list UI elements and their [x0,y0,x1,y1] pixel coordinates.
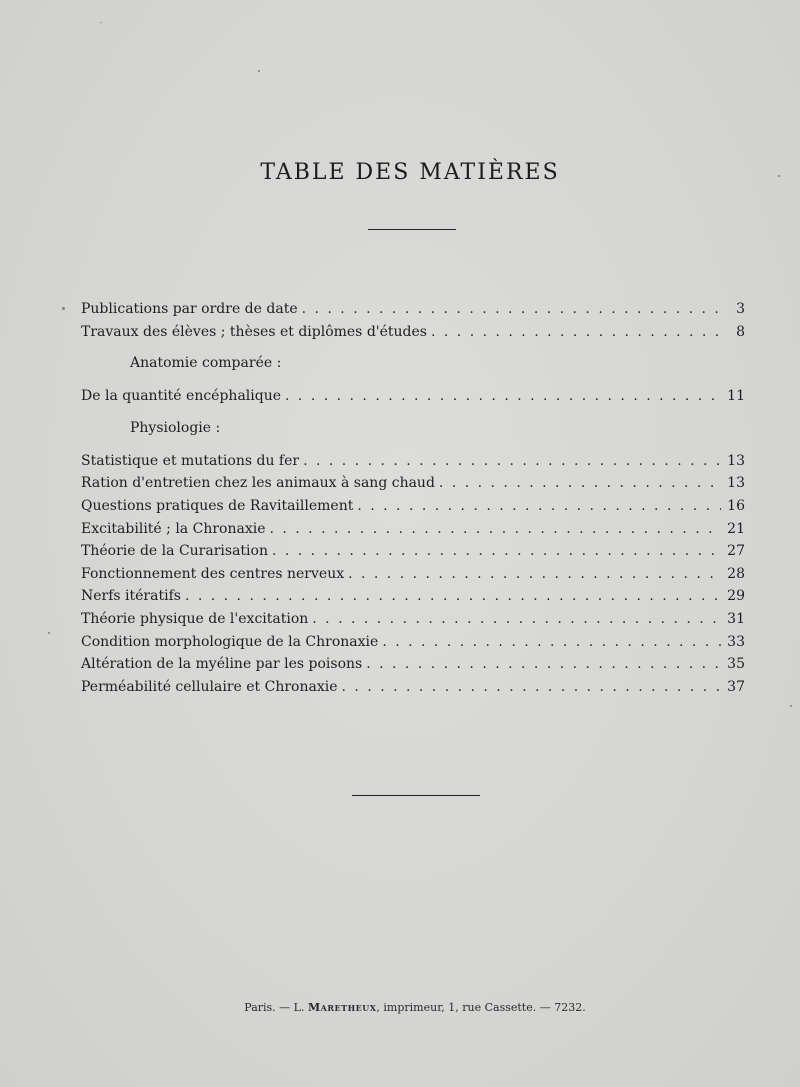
toc-entry-label: Altération de la myéline par les poisons [81,656,363,673]
toc-entry-page: 28 [727,565,745,582]
toc-entry-label: Condition morphologique de la Chronaxie [81,633,379,650]
dot-leader [439,472,721,495]
closing-rule [352,795,480,796]
toc-entry [81,385,745,408]
toc-entry-label: Questions pratiques de Ravitaillement [81,497,354,514]
toc-entry-page: 3 [736,301,745,317]
colophon-prefix: Paris. — L. [244,1001,305,1014]
paper-speck [48,632,50,634]
toc-entry [81,450,745,473]
paper-speck [100,22,102,23]
dot-leader [272,540,721,563]
toc-entry [81,563,745,586]
paper-speck [790,705,792,707]
dot-leader [342,676,722,699]
toc-entry-page: 33 [727,633,745,650]
toc-entry-page: 37 [727,678,745,695]
dot-leader [431,321,721,344]
dot-leader [285,385,721,408]
dot-leader [185,585,721,608]
toc-entry-page: 16 [727,497,745,514]
toc-entry-page: 11 [727,388,745,405]
dot-leader [303,450,721,473]
toc-entry-label: Théorie de la Curarisation [81,543,268,560]
toc-entry [81,653,745,676]
toc-entry-label: Travaux des élèves ; thèses et diplômes d'études [81,323,427,340]
paper-speck [258,70,260,72]
toc-entry-label: Perméabilité cellulaire et Chronaxie [81,678,338,695]
toc-entry-label: De la quantité encéphalique [81,388,282,405]
toc-entry-label: Statistique et mutations du fer [81,452,300,469]
toc-entry-label: Publications par ordre de date [81,301,298,317]
paper-speck [62,307,65,310]
toc-entry [81,472,745,495]
toc-entry-page: 21 [727,520,745,537]
toc-entry [81,518,745,541]
printer-colophon [0,1001,800,1014]
dot-leader [348,563,721,586]
paper-speck [778,175,780,177]
dot-leader [312,608,721,631]
colophon-printer-name: Maretheux [307,1001,377,1014]
dot-leader [366,653,721,676]
toc-entry-label: Ration d'entretien chez les animaux à sang chaud [81,475,435,492]
toc-entry-label: Fonctionnement des centres nerveux [81,565,345,582]
dot-leader [302,298,721,321]
toc-entry [81,321,745,344]
toc-entry-page: 8 [736,323,745,340]
toc-entry [81,608,745,631]
toc-entry-page: 27 [727,543,745,560]
colophon-suffix: , imprimeur, 1, rue Cassette. — 7232. [376,1001,586,1014]
toc-entry-page: 13 [727,452,745,469]
section-heading-physiologie: Physiologie : [130,419,221,436]
toc-entry-page: 29 [727,588,745,605]
dot-leader [269,518,721,541]
toc-entry [81,631,745,654]
toc-entry [81,676,745,699]
section-heading-anatomie: Anatomie comparée : [130,355,282,372]
title-rule [368,229,456,230]
toc-entry-label: Excitabilité ; la Chronaxie [81,520,266,537]
toc-entry-label: Théorie physique de l'excitation [81,610,309,627]
dot-leader [382,631,721,654]
toc-entry-page: 35 [727,656,745,673]
toc-entry [81,585,745,608]
table-of-contents [81,298,745,698]
dot-leader [357,495,721,518]
toc-entry-label: Nerfs itératifs [81,588,181,605]
toc-entry [81,298,745,321]
toc-entry [81,495,745,518]
toc-entry [81,540,745,563]
page-title: TABLE DES MATIÈRES [260,160,560,185]
toc-entry-page: 31 [727,610,745,627]
toc-entry-page: 13 [727,475,745,492]
